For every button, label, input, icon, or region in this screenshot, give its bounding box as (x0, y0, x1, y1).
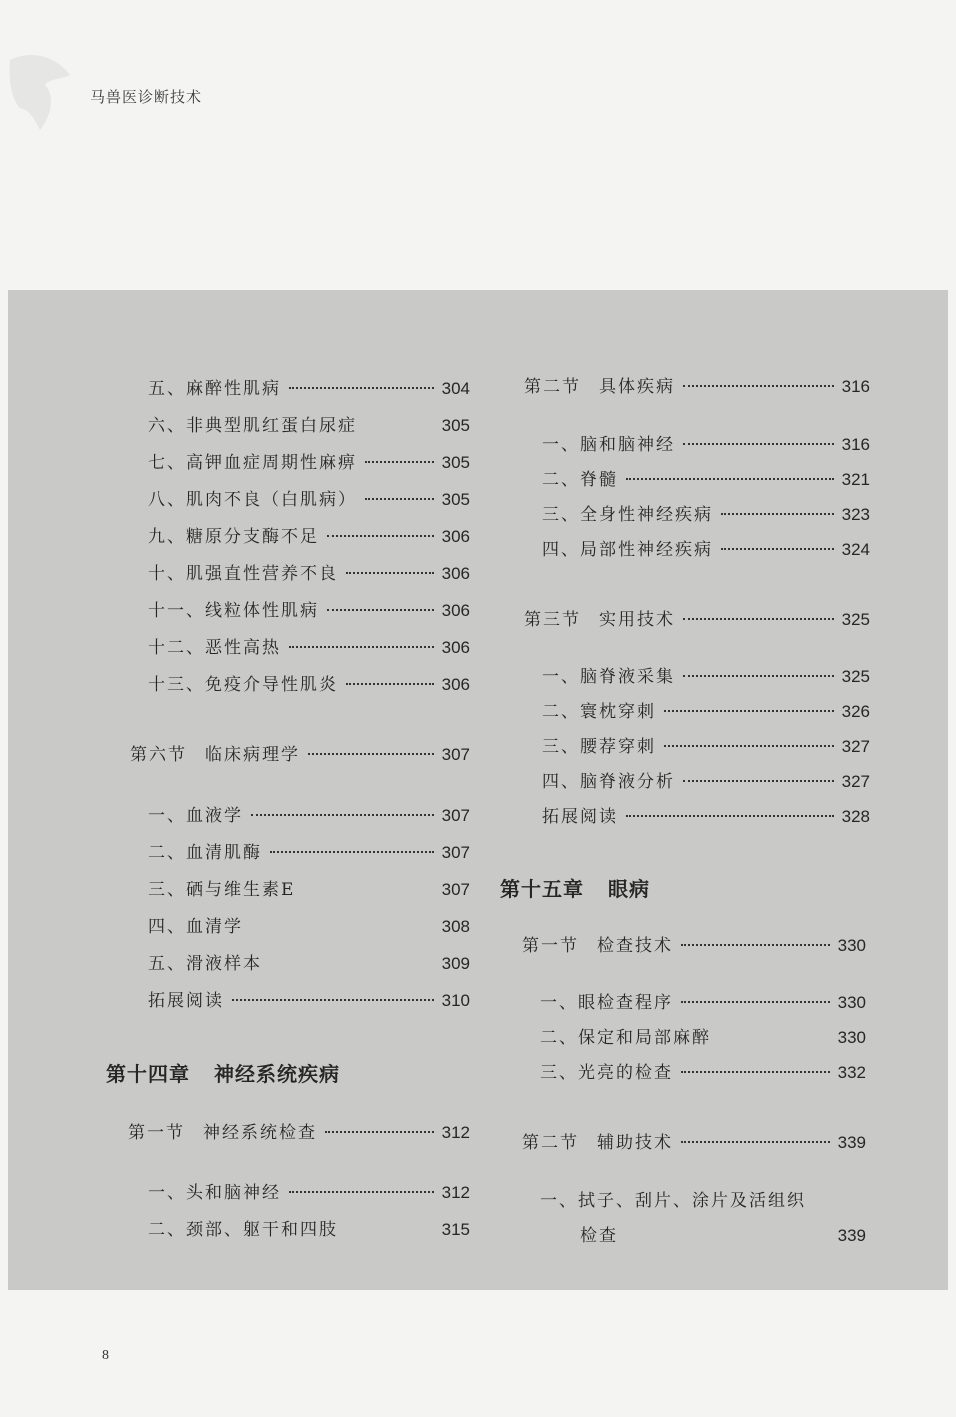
toc-entry: 六、非典型肌红蛋白尿症 305 (148, 416, 470, 436)
toc-section: 第二节 辅助技术 339 (522, 1133, 866, 1153)
toc-entry: 三、硒与维生素E 307 (148, 880, 470, 900)
toc-section: 第一节 神经系统检查 312 (128, 1123, 470, 1143)
toc-entry: 二、颈部、躯干和四肢 315 (148, 1220, 470, 1240)
toc-section: 第三节 实用技术 325 (524, 610, 870, 630)
toc-entry: 一、头和脑神经 312 (148, 1183, 470, 1203)
toc-entry: 一、脑脊液采集 325 (542, 667, 870, 687)
toc-entry: 十、肌强直性营养不良 306 (148, 564, 470, 584)
book-title: 马兽医诊断技术 (90, 88, 203, 106)
toc-chapter-heading: 第十五章 眼病 (500, 877, 650, 901)
toc-entry: 一、眼检查程序 330 (540, 993, 866, 1013)
toc-entry: 检查 339 (580, 1226, 866, 1246)
toc-entry-line1: 一、拭子、刮片、涂片及活组织 (540, 1191, 806, 1211)
toc-entry: 二、血清肌酶 307 (148, 843, 470, 863)
toc-entry: 十三、免疫介导性肌炎 306 (148, 675, 470, 695)
toc-entry: 一、脑和脑神经 316 (542, 435, 870, 455)
toc-entry: 五、滑液样本 309 (148, 954, 470, 974)
toc-entry: 十二、恶性高热 306 (148, 638, 470, 658)
table-of-contents (8, 290, 948, 1290)
toc-entry: 五、麻醉性肌病 304 (148, 379, 470, 399)
toc-entry: 拓展阅读 328 (542, 807, 870, 827)
toc-entry: 九、糖原分支酶不足 306 (148, 527, 470, 547)
toc-entry: 四、脑脊液分析 327 (542, 772, 870, 792)
toc-entry: 三、腰荐穿刺 327 (542, 737, 870, 757)
toc-section: 第一节 检查技术 330 (522, 936, 866, 956)
toc-entry: 八、肌肉不良（白肌病） 305 (148, 490, 470, 510)
toc-entry: 十一、线粒体性肌病 306 (148, 601, 470, 621)
toc-chapter-heading: 第十四章 神经系统疾病 (106, 1062, 340, 1086)
toc-entry: 四、局部性神经疾病 324 (542, 540, 870, 560)
toc-entry: 拓展阅读 310 (148, 991, 470, 1011)
horse-watermark-icon (0, 40, 80, 160)
toc-section: 第二节 具体疾病 316 (524, 377, 870, 397)
toc-entry: 一、血液学 307 (148, 806, 470, 826)
toc-entry: 七、高钾血症周期性麻痹 305 (148, 453, 470, 473)
toc-entry: 二、保定和局部麻醉 330 (540, 1028, 866, 1048)
toc-section: 第六节 临床病理学 307 (130, 745, 470, 765)
page-number: 8 (102, 1348, 109, 1363)
toc-entry: 二、脊髓 321 (542, 470, 870, 490)
toc-entry: 三、全身性神经疾病 323 (542, 505, 870, 525)
toc-entry: 四、血清学 308 (148, 917, 470, 937)
toc-entry: 二、寰枕穿刺 326 (542, 702, 870, 722)
toc-entry: 三、光亮的检查 332 (540, 1063, 866, 1083)
